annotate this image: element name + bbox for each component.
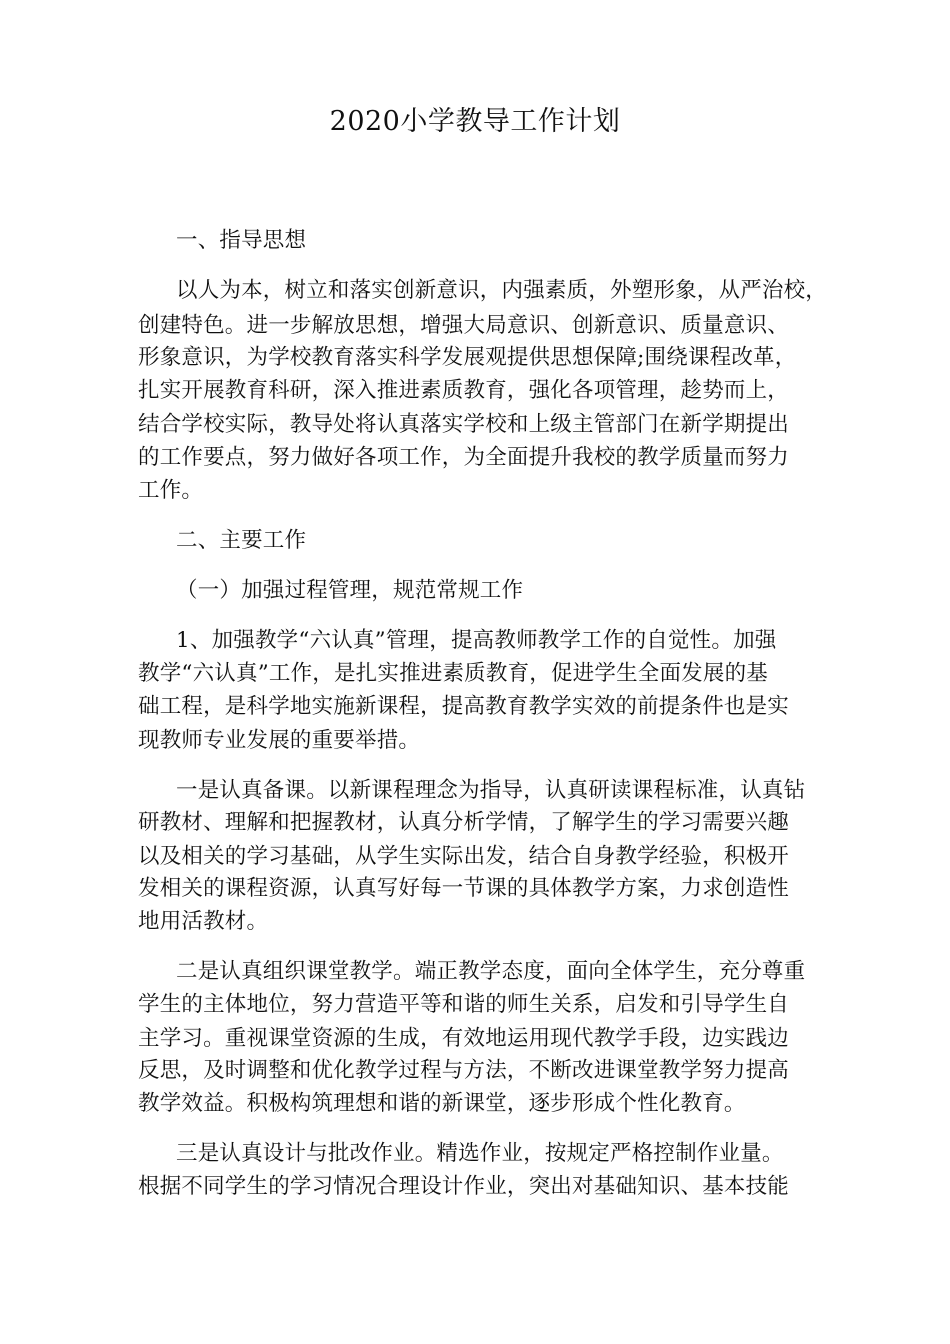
paragraph-line: 学生的主体地位，努力营造平等和谐的师生关系，启发和引导学生自	[138, 992, 790, 1017]
section-heading-2: 二、主要工作	[176, 528, 307, 553]
paragraph-line: 二是认真组织课堂教学。端正教学态度，面向全体学生，充分尊重	[176, 959, 806, 984]
paragraph-line: 教学效益。积极构筑理想和谐的新课堂，逐步形成个性化教育。	[138, 1091, 746, 1116]
paragraph-line: 根据不同学生的学习情况合理设计作业，突出对基础知识、基本技能	[138, 1174, 790, 1199]
document-title: 2020小学教导工作计划	[329, 106, 621, 137]
paragraph-line: 研教材、理解和把握教材，认真分析学情，了解学生的学习需要兴趣	[138, 810, 790, 835]
paragraph-line: 结合学校实际，教导处将认真落实学校和上级主管部门在新学期提出	[138, 412, 790, 437]
paragraph-line: 1、加强教学“六认真”管理，提高教师教学工作的自觉性。加强	[176, 628, 777, 653]
paragraph-line: 三是认真设计与批改作业。精选作业，按规定严格控制作业量。	[176, 1141, 784, 1166]
subsection-heading: （一）加强过程管理，规范常规工作	[176, 578, 524, 603]
paragraph-line: 形象意识，为学校教育落实科学发展观提供思想保障;围绕课程改革，	[138, 345, 797, 370]
paragraph-line: 工作。	[138, 478, 204, 503]
paragraph-line: 主学习。重视课堂资源的生成，有效地运用现代教学手段，边实践边	[138, 1026, 790, 1051]
paragraph-line: 发相关的课程资源，认真写好每一节课的具体教学方案，力求创造性	[138, 876, 790, 901]
paragraph-line: 现教师专业发展的重要举措。	[138, 728, 421, 753]
paragraph-line: 以人为本，树立和落实创新意识，内强素质，外塑形象，从严治校，	[176, 278, 828, 303]
section-heading-1: 一、指导思想	[176, 228, 307, 253]
paragraph-line: 的工作要点，努力做好各项工作，为全面提升我校的教学质量而努力	[138, 445, 790, 470]
paragraph-line: 础工程，是科学地实施新课程，提高教育教学实效的前提条件也是实	[138, 694, 790, 719]
paragraph-line: 教学“六认真”工作，是扎实推进素质教育，促进学生全面发展的基	[138, 661, 768, 686]
paragraph-line: 以及相关的学习基础，从学生实际出发，结合自身教学经验，积极开	[138, 844, 790, 869]
paragraph-line: 地用活教材。	[138, 909, 269, 934]
paragraph-line: 扎实开展教育科研，深入推进素质教育，强化各项管理，趁势而上，	[138, 378, 790, 403]
paragraph-line: 反思，及时调整和优化教学过程与方法，不断改进课堂教学努力提高	[138, 1058, 790, 1083]
paragraph-line: 一是认真备课。以新课程理念为指导，认真研读课程标准，认真钻	[176, 778, 806, 803]
paragraph-line: 创建特色。进一步解放思想，增强大局意识、创新意识、质量意识、	[138, 313, 790, 338]
